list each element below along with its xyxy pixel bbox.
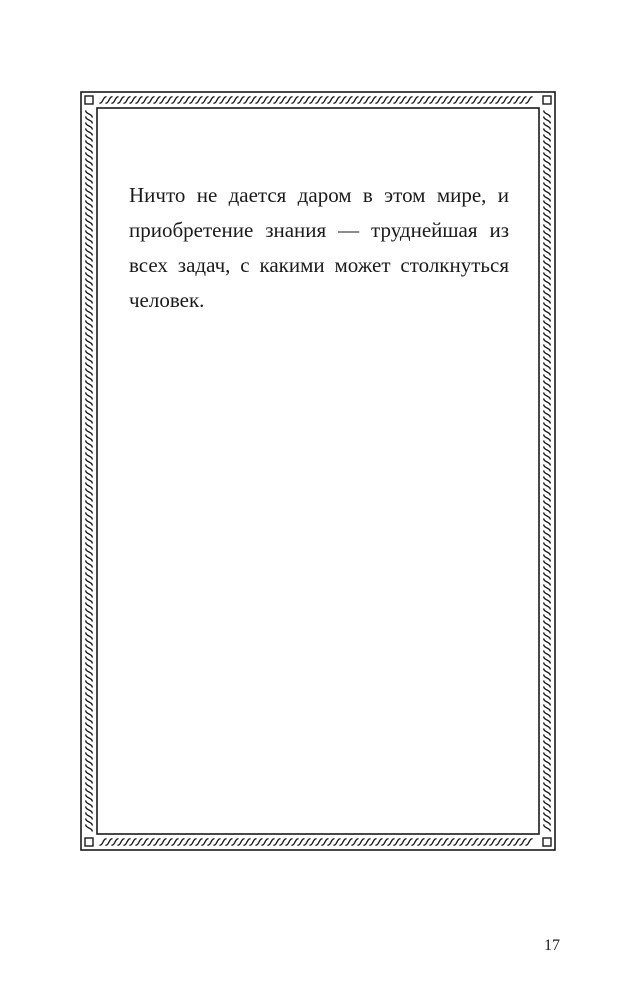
border-corner-ornament	[85, 838, 93, 846]
border-corner-ornament	[543, 96, 551, 104]
border-corner-ornament	[85, 96, 93, 104]
border-corner-ornament	[543, 838, 551, 846]
quote-paragraph: Ничто не дается даром в этом мире, и приобретение знания — труднейшая из всех задач, с какими может столкнуться человек.	[129, 183, 509, 312]
page-number: 17	[544, 937, 560, 954]
